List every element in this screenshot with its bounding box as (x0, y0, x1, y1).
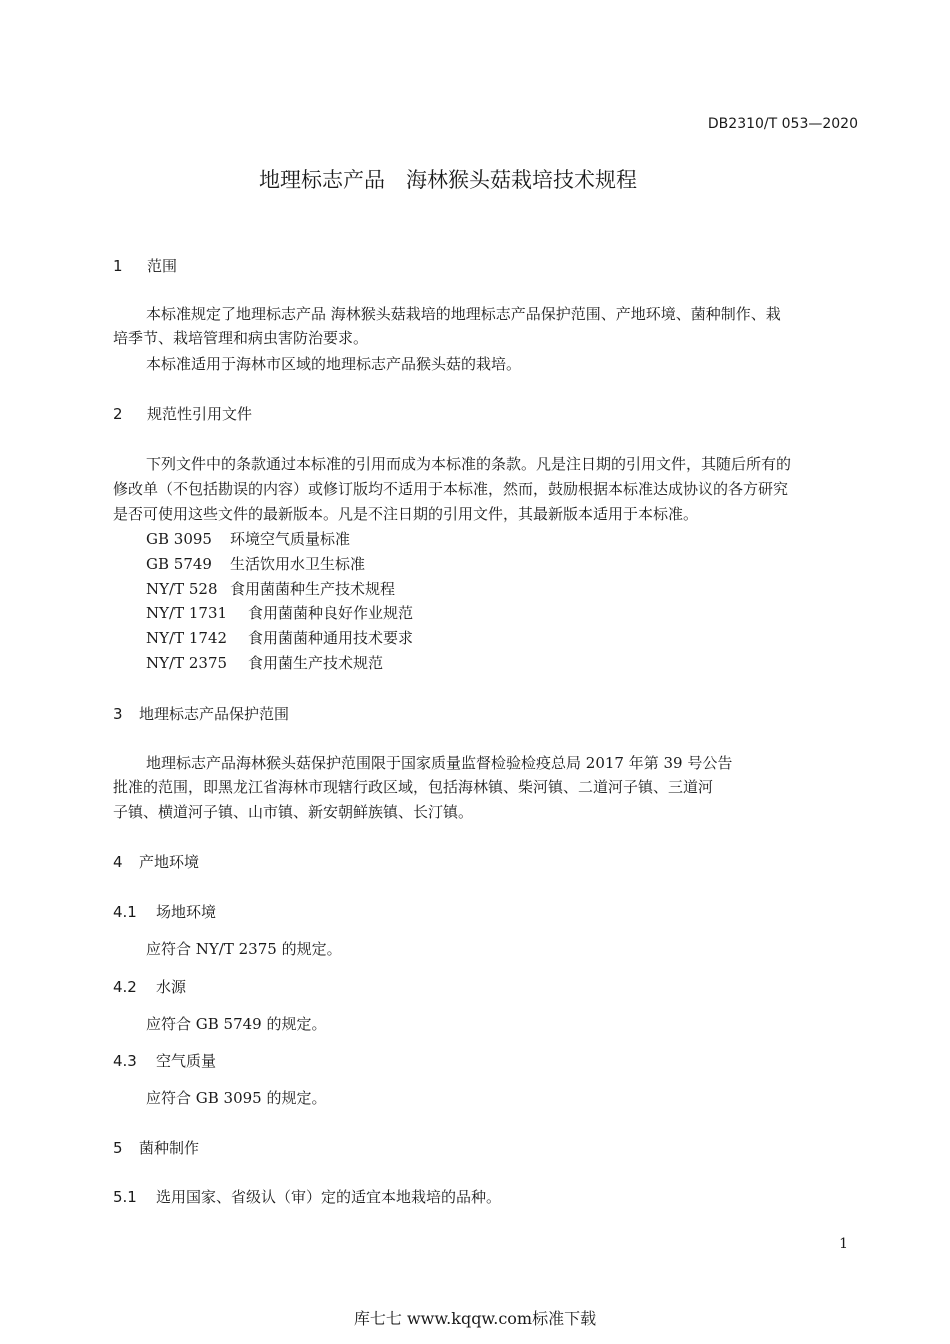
section-title: 范围 (147, 257, 178, 275)
reference-name: 食用菌生产技术规范 (248, 654, 384, 672)
reference-name: 生活饮用水卫生标准 (230, 555, 366, 573)
reference-item (146, 626, 413, 650)
section-5-heading (113, 1137, 199, 1159)
paragraph-line: 本标准规定了地理标志产品 海林猴头菇栽培的地理标志产品保护范围、产地环境、菌种制作、栽 (146, 305, 781, 323)
subsection-5-1 (113, 1186, 501, 1208)
subsection-number: 4.2 (113, 978, 137, 996)
subsection-number: 4.3 (113, 1052, 137, 1070)
page-title: 地理标志产品 海林猴头菇栽培技术规程 (259, 168, 637, 192)
section-3-heading (113, 703, 289, 725)
reference-code: NY/T 528 (146, 580, 218, 598)
reference-name: 食用菌菌种良好作业规范 (248, 604, 414, 622)
section-1-heading (113, 255, 177, 277)
reference-item (146, 601, 413, 625)
footer-watermark: 库七七 www.kqqw.com标准下载 (353, 1309, 597, 1328)
paragraph-line: 地理标志产品海林猴头菇保护范围限于国家质量监督检验检疫总局 2017 年第 39 号公告 (146, 754, 733, 772)
reference-code: GB 5749 (146, 555, 212, 573)
page-number: 1 (839, 1236, 848, 1252)
section-number: 2 (113, 405, 123, 423)
reference-name: 食用菌菌种生产技术规程 (230, 580, 396, 598)
section-number: 1 (113, 257, 123, 275)
reference-item (146, 651, 383, 675)
paragraph-line: 应符合 GB 3095 的规定。 (146, 1089, 327, 1107)
paragraph-line: 本标准适用于海林市区域的地理标志产品猴头菇的栽培。 (146, 355, 522, 373)
section-number: 5 (113, 1139, 123, 1157)
paragraph-line: 是否可使用这些文件的最新版本。凡是不注日期的引用文件，其最新版本适用于本标准。 (113, 505, 699, 523)
reference-code: NY/T 2375 (146, 654, 228, 672)
paragraph-line: 批准的范围，即黑龙江省海林市现辖行政区域，包括海林镇、柴河镇、二道河子镇、三道河 (113, 778, 714, 796)
paragraph-line: 培季节、栽培管理和病虫害防治要求。 (113, 329, 369, 347)
section-title: 地理标志产品保护范围 (139, 705, 290, 723)
paragraph-line: 子镇、横道河子镇、山市镇、新安朝鲜族镇、长汀镇。 (113, 803, 474, 821)
subsection-title: 空气质量 (156, 1052, 217, 1070)
subsection-4-1-heading (113, 901, 216, 923)
section-2-heading (113, 403, 252, 425)
reference-code: NY/T 1731 (146, 604, 228, 622)
paragraph-line: 修改单（不包括勘误的内容）或修订版均不适用于本标准，然而，鼓励根据本标准达成协议的各方研究 (113, 480, 789, 498)
reference-item (146, 577, 395, 601)
section-title: 产地环境 (139, 853, 200, 871)
paragraph-line: 应符合 NY/T 2375 的规定。 (146, 940, 342, 958)
subsection-4-2-heading (113, 976, 186, 998)
subsection-title: 水源 (156, 978, 187, 996)
section-title: 菌种制作 (139, 1139, 200, 1157)
subsection-number: 5.1 (113, 1188, 137, 1206)
section-4-heading (113, 851, 199, 873)
reference-name: 环境空气质量标准 (230, 530, 351, 548)
subsection-number: 4.1 (113, 903, 137, 921)
subsection-text: 选用国家、省级认（审）定的适宜本地栽培的品种。 (156, 1188, 502, 1206)
document-number: DB2310/T 053—2020 (707, 116, 858, 132)
section-title: 规范性引用文件 (147, 405, 253, 423)
subsection-title: 场地环境 (156, 903, 217, 921)
paragraph-line: 下列文件中的条款通过本标准的引用而成为本标准的条款。凡是注日期的引用文件，其随后所有的 (146, 455, 792, 473)
reference-code: NY/T 1742 (146, 629, 228, 647)
section-number: 3 (113, 705, 123, 723)
reference-code: GB 3095 (146, 530, 212, 548)
paragraph-line: 应符合 GB 5749 的规定。 (146, 1015, 327, 1033)
reference-name: 食用菌菌种通用技术要求 (248, 629, 414, 647)
section-number: 4 (113, 853, 123, 871)
subsection-4-3-heading (113, 1050, 216, 1072)
reference-item (146, 527, 350, 551)
reference-item (146, 552, 365, 576)
